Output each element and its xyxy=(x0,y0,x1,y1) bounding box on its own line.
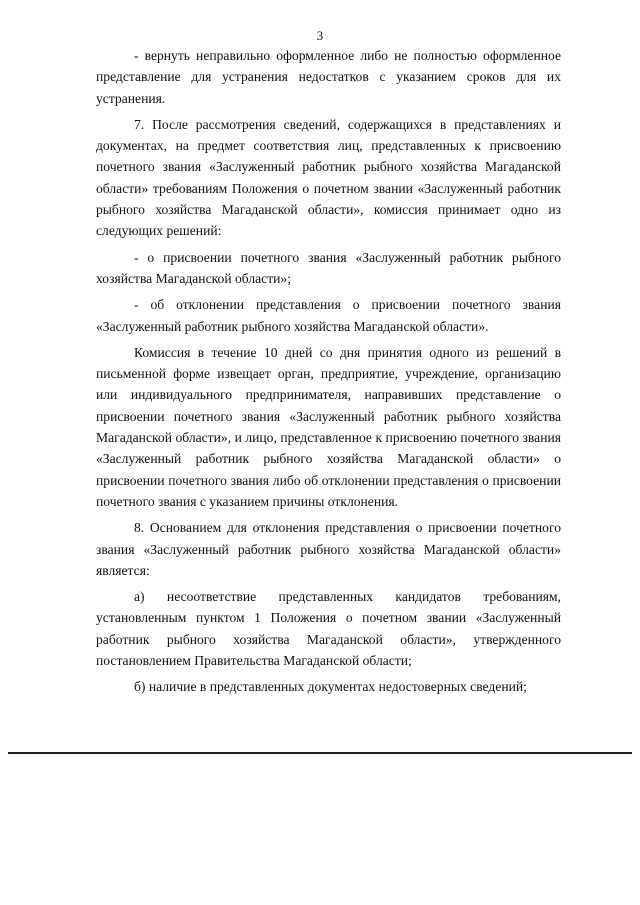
paragraph-decision-reject: - об отклонении представления о присвоении почетного звания «Заслуженный работник рыбного хозяйства Магаданской области». xyxy=(96,297,561,334)
paragraph-item-8b: б) наличие в представленных документах недостоверных сведений; xyxy=(134,679,527,695)
document-body xyxy=(96,45,561,703)
page-number: 3 xyxy=(316,28,324,43)
page-divider xyxy=(8,752,632,754)
paragraph-decision-award: - о присвоении почетного звания «Заслуженный работник рыбного хозяйства Магаданской области»; xyxy=(96,249,561,286)
paragraph-item-8: 8. Основанием для отклонения представления о присвоении почетного звания «Заслуженный работник рыбного хозяйства Магаданской области» является: xyxy=(96,520,561,578)
paragraph-commission-notice: Комиссия в течение 10 дней со дня принятия одного из решений в письменной форме извещает орган, предприятие, учреждение, организацию или индивидуального предпринимателя, направивших представление о присвоении почетного звания «Заслуженный работник рыбного хозяйства Магаданской области», и лицо, представленное к присвоению почетного звания «Заслуженный работник рыбного хозяйства Магаданской области» о присвоении почетного звания либо об отклонении представления о присвоении почетного звания с указанием причины отклонения. xyxy=(96,344,561,509)
paragraph-item-7: 7. После рассмотрения сведений, содержащихся в представлениях и документах, на предмет соответствия лиц, представленных к присвоению почетного звания «Заслуженный работник рыбного хозяйства Магаданской области» требованиям Положения о почетном звании «Заслуженный работник рыбного хозяйства Магаданской области», комиссия принимает одно из следующих решений: xyxy=(96,116,561,239)
paragraph-item-8a: а) несоответствие представленных кандидатов требованиям, установленным пунктом 1 Положения о почетном звании «Заслуженный работник рыбного хозяйства Магаданской области», утвержденного постановлением Правительства Магаданской области; xyxy=(96,589,561,669)
paragraph-return-submission: - вернуть неправильно оформленное либо не полностью оформленное представление для устранения недостатков с указанием сроков для их устранения. xyxy=(96,48,561,106)
